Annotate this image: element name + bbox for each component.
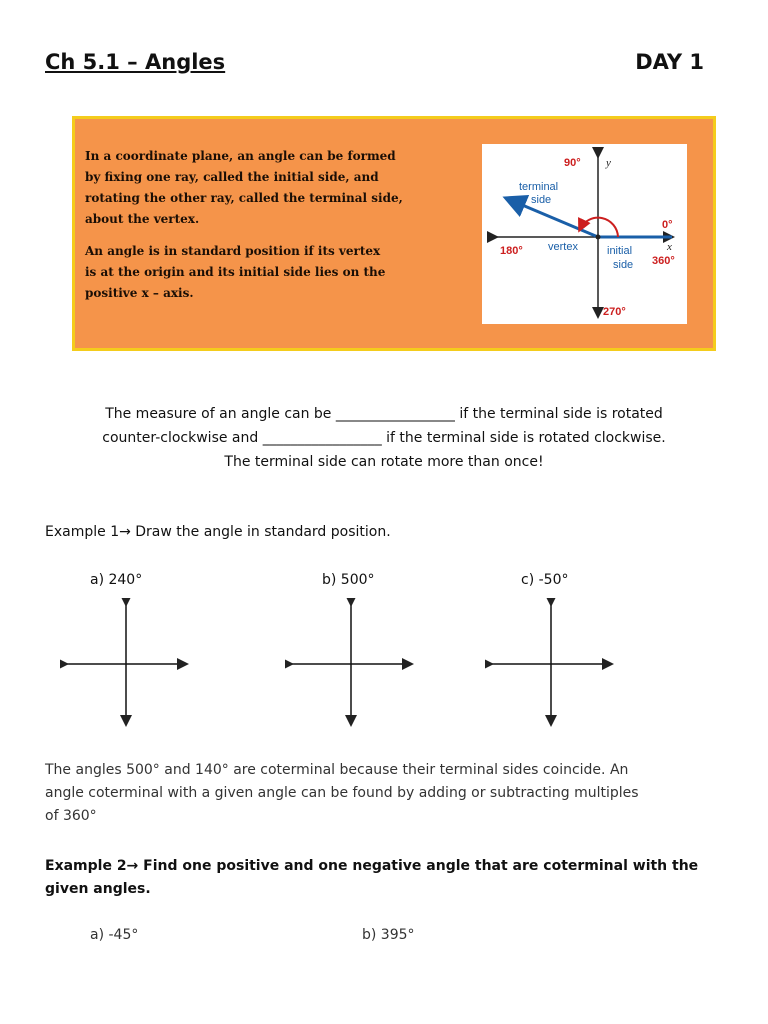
example-2-heading xyxy=(45,855,735,901)
example-2-line-2: given angles. xyxy=(45,881,151,897)
label-180: 180° xyxy=(500,245,523,257)
standard-position-figure xyxy=(482,144,687,324)
measure-line-3: The terminal side can rotate more than once! xyxy=(224,454,544,470)
terminal-side-ray xyxy=(508,199,598,237)
day-label: DAY 1 xyxy=(635,50,704,74)
definition-line: rotating the other ray, called the terminal side, xyxy=(85,191,403,205)
label-initial-side: side xyxy=(613,259,634,271)
label-270: 270° xyxy=(603,306,626,318)
rotation-arc xyxy=(580,218,618,237)
definition-line: about the vertex. xyxy=(85,212,200,226)
coterminal-line: angle coterminal with a given angle can be found by adding or subtracting multiples xyxy=(45,785,639,801)
example-1c-axes[interactable] xyxy=(485,598,617,730)
measure-line-2: counter-clockwise and _________________ if the terminal side is rotated clockwise. xyxy=(102,430,666,446)
label-terminal-side: side xyxy=(531,194,552,206)
example-2-line-1: Example 2→ Find one positive and one negative angle that are coterminal with the xyxy=(45,858,699,874)
definition-line: positive x – axis. xyxy=(85,286,194,300)
label-vertex: vertex xyxy=(548,241,578,253)
vertex-point xyxy=(596,235,601,240)
measure-statement xyxy=(30,402,738,474)
label-y: y xyxy=(606,157,611,169)
label-terminal: terminal xyxy=(519,181,559,193)
measure-line-1: The measure of an angle can be _________________ if the terminal side is rotated xyxy=(105,406,663,422)
example-1b-axes[interactable] xyxy=(285,598,417,730)
example-2b-label: b) 395° xyxy=(362,927,415,943)
coterminal-line: The angles 500° and 140° are coterminal because their terminal sides coincide. An xyxy=(45,762,629,778)
label-0: 0° xyxy=(662,219,673,231)
coterminal-paragraph xyxy=(45,759,735,828)
definition-line: An angle is in standard position if its vertex xyxy=(85,244,381,258)
definition-paragraph-2 xyxy=(85,241,455,304)
definition-line: by fixing one ray, called the initial side, and xyxy=(85,170,379,184)
definition-paragraph-1 xyxy=(85,146,455,230)
example-1c-label: c) -50° xyxy=(521,572,569,588)
example-1b-label: b) 500° xyxy=(322,572,375,588)
label-x: x xyxy=(667,241,672,253)
label-initial: initial xyxy=(607,245,633,257)
definition-text xyxy=(85,146,455,315)
label-90: 90° xyxy=(564,157,581,169)
example-1a-axes[interactable] xyxy=(60,598,192,730)
example-2a-label: a) -45° xyxy=(90,927,139,943)
definition-line: is at the origin and its initial side lies on the xyxy=(85,265,386,279)
example-1-heading: Example 1→ Draw the angle in standard position. xyxy=(45,524,391,540)
label-360: 360° xyxy=(652,255,675,267)
example-1a-label: a) 240° xyxy=(90,572,143,588)
page-title: Ch 5.1 – Angles xyxy=(45,50,226,74)
definition-line: In a coordinate plane, an angle can be formed xyxy=(85,149,396,163)
definition-box xyxy=(72,116,716,351)
coterminal-line: of 360° xyxy=(45,808,97,824)
